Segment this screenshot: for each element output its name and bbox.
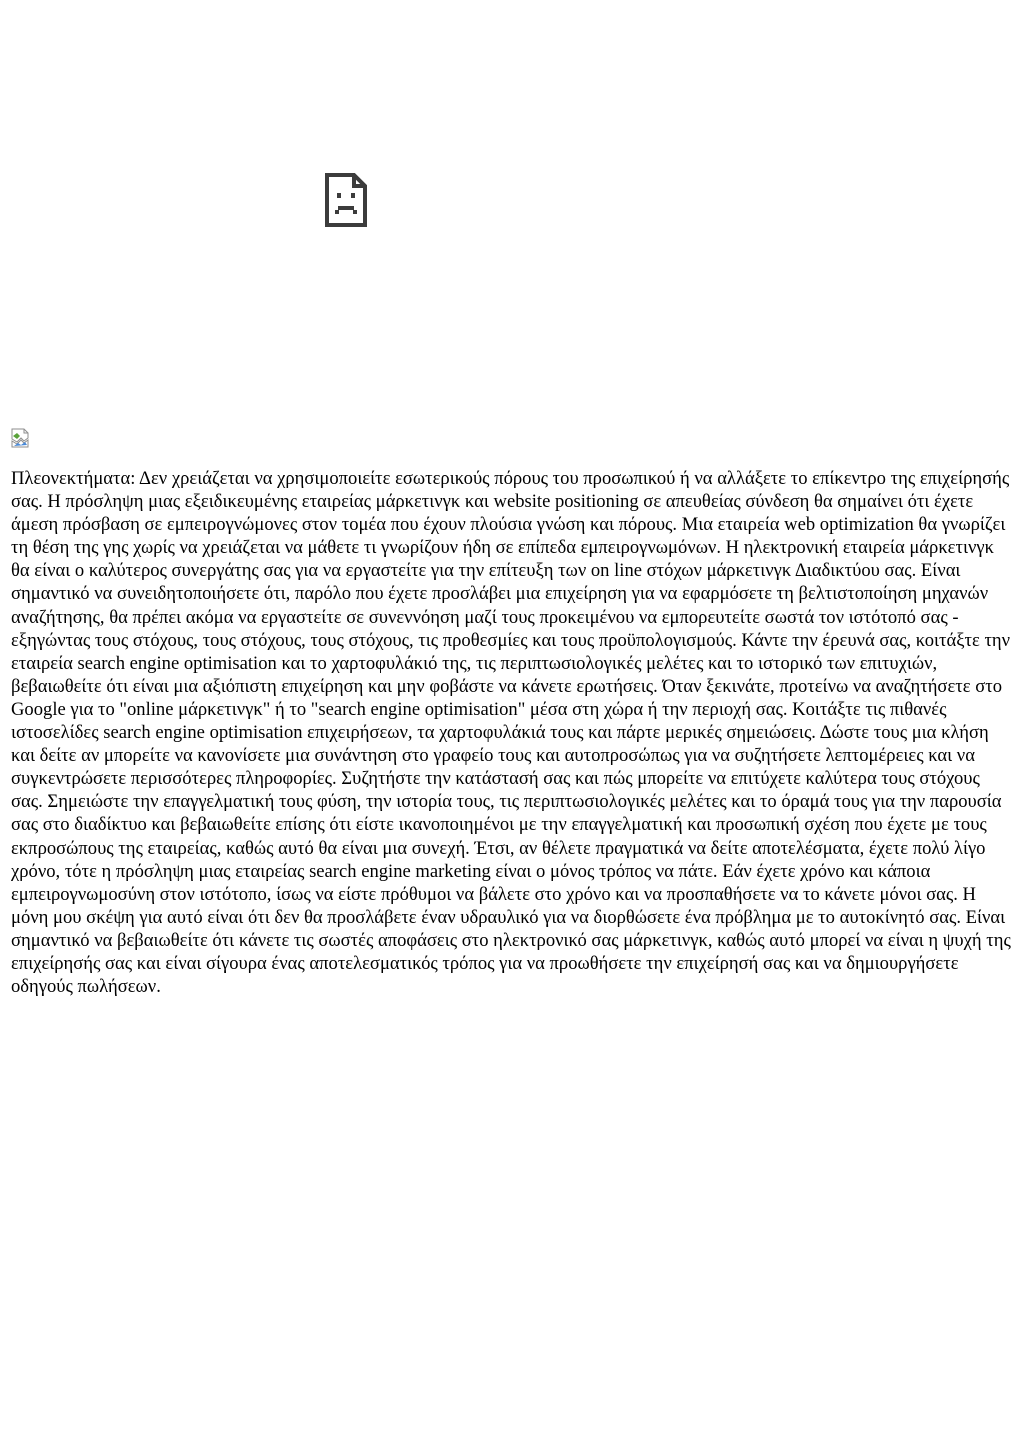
broken-image-icon bbox=[11, 428, 31, 448]
embedded-frame bbox=[0, 0, 1024, 420]
sad-page-icon bbox=[324, 172, 368, 228]
article-text: Πλεονεκτήματα: Δεν χρειάζεται να χρησιμοποιείτε εσωτερικούς πόρους του προσωπικού ή να αλλάξετε το επίκεντρο της επιχείρησής σας. Η πρόσληψη μιας εξειδικευμένης εταιρείας μάρκετινγκ και website positioning σε απευθείας σύνδεση θα σημαίνει ότι έχετε άμεση πρόσβαση σε εμπειρογνώμονες στον τομέα που έχουν πλούσια γνώση και πόρους. Μια εταιρεία web optimization θα γνωρίζει τη θέση της γης χωρίς να χρειάζεται να μάθετε τι γνωρίζουν ήδη σε επίπεδα εμπειρογνωμόνων. Η ηλεκτρονική εταιρεία μάρκετινγκ θα είναι ο καλύτερος συνεργάτης σας για να εργαστείτε για την επίτευξη των on line στόχων μάρκετινγκ Διαδικτύου σας. Είναι σημαντικό να συνειδητοποιήσετε ότι, παρόλο που έχετε προσλάβει μια επιχείρηση για να εφαρμόσετε τη βελτιστοποίηση μηχανών αναζήτησης, θα πρέπει ακόμα να εργαστείτε σε συνεννόηση μαζί τους προκειμένου να εμπορευτείτε σωστά τον ιστότοπό σας - εξηγώντας τους στόχους, τους στόχους, τους στόχους, τις προθεσμίες και τους προϋπολογισμούς. Κάντε την έρευνά σας, κοιτάξτε την εταιρεία search engine optimisation και το χαρτοφυλάκιό της, τις περιπτωσιολογικές μελέτες και το ιστορικό των επιτυχιών, βεβαιωθείτε ότι είναι μια αξιόπιστη επιχείρηση και μην φοβάστε να κάνετε ερωτήσεις. Όταν ξεκινάτε, προτείνω να αναζητήσετε στο Google για το "online μάρκετινγκ" ή το "search engine optimisation" μέσα στη χώρα ή την περιοχή σας. Κοιτάξτε τις πιθανές ιστοσελίδες search engine optimisation επιχειρήσεων, τα χαρτοφυλάκιά τους και πάρτε μερικές σημειώσεις. Δώστε τους μια κλήση και δείτε αν μπορείτε να κανονίσετε μια συνάντηση στο γραφείο τους και αυτοπροσώπως για να συζητήσετε λεπτομέρειες και να συγκεντρώσετε περισσότερες πληροφορίες. Συζητήστε την κατάστασή σας και πώς μπορείτε να επιτύχετε καλύτερα τους στόχους σας. Σημειώστε την επαγγελματική τους φύση, την ιστορία τους, τις περιπτωσιολογικές μελέτες και το όραμά τους για την παρουσία σας στο διαδίκτυο και βεβαιωθείτε επίσης ότι είστε ικανοποιημένοι με την επαγγελματική και προσωπική σχέση που έχετε με τους εκπροσώπους της εταιρείας, καθώς αυτό θα είναι μια συνεχή. Έτσι, αν θέλετε πραγματικά να δείτε αποτελέσματα, έχετε πολύ λίγο χρόνο, τότε η πρόσληψη μιας εταιρείας search engine marketing είναι ο μόνος τρόπος να πάτε. Εάν έχετε χρόνο και κάποια εμπειρογνωμοσύνη στον ιστότοπο, ίσως να είστε πρόθυμοι να βάλετε στο χρόνο και να προσπαθήσετε να το κάνετε μόνοι σας. Η μόνη μου σκέψη για αυτό είναι ότι δεν θα προσλάβετε έναν υδραυλικό για να διορθώσετε ένα πρόβλημα με το αυτοκίνητό σας. Είναι σημαντικό να βεβαιωθείτε ότι κάνετε τις σωστές αποφάσεις στο ηλεκτρονικό σας μάρκετινγκ, καθώς αυτό μπορεί να είναι η ψυχή της επιχείρησής σας και είναι σίγουρα ένας αποτελεσματικός τρόπος για να προωθήσετε την επιχείρησή σας και να δημιουργήσετε οδηγούς πωλήσεων. bbox=[11, 468, 1011, 998]
